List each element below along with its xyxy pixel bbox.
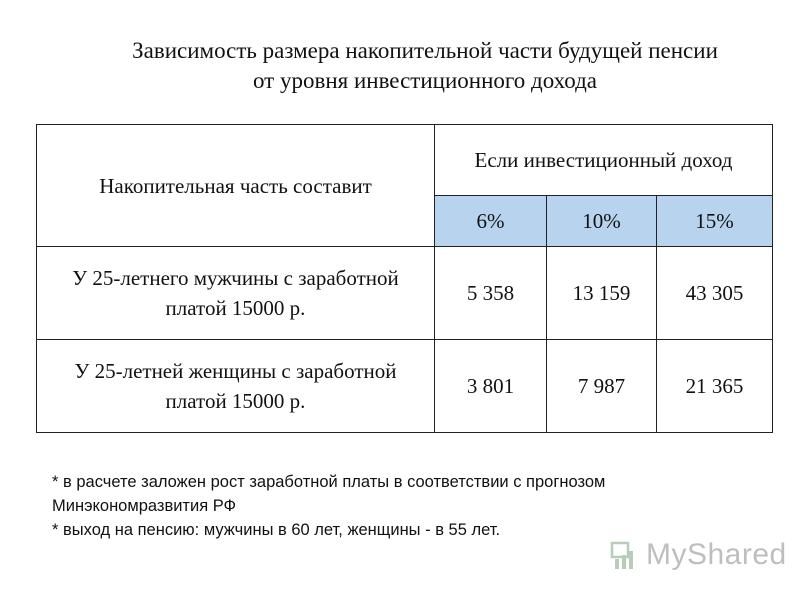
percent-header-10: 10% bbox=[547, 196, 657, 247]
page-title bbox=[40, 36, 800, 96]
footnote-1-line-2: Минэкономразвития РФ bbox=[52, 497, 237, 515]
table-header-row bbox=[37, 125, 773, 196]
group-header: Если инвестиционный доход bbox=[435, 125, 773, 196]
percent-header-15: 15% bbox=[657, 196, 773, 247]
row-label-man: У 25-летнего мужчины с заработной платой 15000 р. bbox=[37, 247, 435, 340]
table-row bbox=[37, 340, 773, 433]
footnotes bbox=[52, 470, 772, 542]
watermark-logo bbox=[610, 538, 787, 572]
table-cell: 21 365 bbox=[657, 340, 773, 433]
table-cell: 43 305 bbox=[657, 247, 773, 340]
row-label-woman: У 25-летней женщины с заработной платой 15000 р. bbox=[37, 340, 435, 433]
title-line-2: от уровня инвестиционного дохода bbox=[252, 68, 598, 93]
footnote-1-line-1: * в расчете заложен рост заработной платы в соответствии с прогнозом bbox=[52, 473, 606, 491]
watermark-text: MyShared bbox=[646, 538, 787, 571]
table-cell: 7 987 bbox=[547, 340, 657, 433]
title-line-1: Зависимость размера накопительной части будущей пенсии bbox=[132, 38, 718, 63]
table-cell: 13 159 bbox=[547, 247, 657, 340]
percent-header-6: 6% bbox=[435, 196, 547, 247]
table-cell: 3 801 bbox=[435, 340, 547, 433]
table-row bbox=[37, 247, 773, 340]
bar-chart-icon bbox=[610, 539, 640, 571]
footnote-2: * выход на пенсию: мужчины в 60 лет, женщины - в 55 лет. bbox=[52, 521, 501, 539]
row-header-label: Накопительная часть составит bbox=[37, 125, 435, 247]
pension-table bbox=[36, 124, 773, 433]
table-cell: 5 358 bbox=[435, 247, 547, 340]
